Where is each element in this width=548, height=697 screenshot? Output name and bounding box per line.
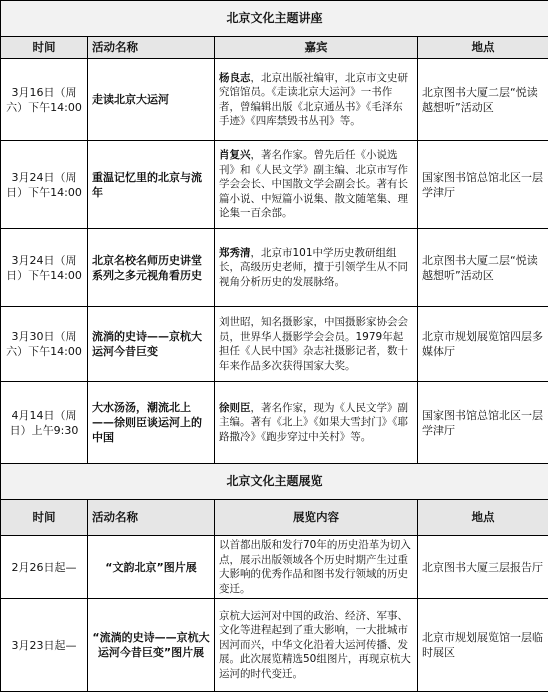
event-activity: 北京名校名师历史讲堂系列之多元视角看历史 xyxy=(88,229,215,307)
event-time: 4月14日（周日）上午9:30 xyxy=(1,382,88,464)
guest-description: ，著名作家，现为《人民文学》副主编。著有《北上》《如果大雪封门》《耶路撒冷》《跑步穿过中关村》等。 xyxy=(219,401,408,443)
event-place: 国家图书馆总馆北区一层学津厅 xyxy=(418,382,548,464)
exhibition-place: 北京市规划展览馆一层临时展区 xyxy=(418,599,548,692)
exhibitions-header-row xyxy=(1,500,548,536)
guest-description: ，北京出版社编审，北京市文史研究馆馆员。《走读北京大运河》一书作者，曾编辑出版《北京通丛书》《毛泽东手迹》《四库禁毁书丛刊》等。 xyxy=(219,71,408,127)
table-row xyxy=(1,382,548,464)
header-activity: 活动名称 xyxy=(88,500,215,536)
guest-name: 徐则臣 xyxy=(219,401,251,414)
table-row xyxy=(1,599,548,692)
event-guest xyxy=(215,307,418,382)
event-guest xyxy=(215,382,418,464)
header-guest: 嘉宾 xyxy=(215,37,418,59)
event-time: 3月16日（周六）下午14:00 xyxy=(1,59,88,141)
table-row xyxy=(1,141,548,229)
exhibition-content: 以首都出版和发行70年的历史沿革为切入点，展示出版领域各个历史时期产生过重大影响的优秀作品和图书发行领域的历史变迁。 xyxy=(215,536,418,599)
event-activity: 重温记忆里的北京与流年 xyxy=(88,141,215,229)
header-time: 时间 xyxy=(1,37,88,59)
guest-name: 肖复兴 xyxy=(219,149,251,162)
exhibition-content: 京杭大运河对中国的政治、经济、军事、文化等进程起到了重大影响，一大批城市因河而兴，中华文化沿着大运河传播、发展。此次展览精选50组图片，再现京杭大运河的时代变迁。 xyxy=(215,599,418,692)
event-activity: 流淌的史诗——京杭大运河今昔巨变 xyxy=(88,307,215,382)
event-place: 北京图书大厦二层“悦读越想听”活动区 xyxy=(418,229,548,307)
table-row xyxy=(1,307,548,382)
event-guest xyxy=(215,59,418,141)
guest-name: 杨良志 xyxy=(219,71,251,84)
exhibition-activity: “文韵北京”图片展 xyxy=(88,536,215,599)
table-row xyxy=(1,229,548,307)
exhibitions-section-title: 北京文化主题展览 xyxy=(1,464,548,500)
lectures-header-row xyxy=(1,37,548,59)
exhibition-place: 北京图书大厦三层报告厅 xyxy=(418,536,548,599)
lectures-section-row xyxy=(1,1,548,37)
guest-description: ，北京市101中学历史教研组组长，高级历史老师，擅于引领学生从不同视角分析历史的发展脉络。 xyxy=(219,246,408,288)
guest-name: 郑秀清 xyxy=(219,246,251,259)
table-row xyxy=(1,536,548,599)
header-time: 时间 xyxy=(1,500,88,536)
exhibition-time: 2月26日起— xyxy=(1,536,88,599)
event-activity: 走读北京大运河 xyxy=(88,59,215,141)
guest-description: ，著名作家。曾先后任《小说选刊》和《人民文学》副主编、北京市写作学会会长、中国散文学会副会长。著有长篇小说、中短篇小说集、散文随笔集、理论集一百余部。 xyxy=(219,149,408,220)
event-place: 北京市规划展览馆四层多媒体厅 xyxy=(418,307,548,382)
exhibitions-section-row xyxy=(1,464,548,500)
event-time: 3月30日（周六）下午14:00 xyxy=(1,307,88,382)
event-guest xyxy=(215,141,418,229)
event-place: 北京图书大厦二层“悦读越想听”活动区 xyxy=(418,59,548,141)
guest-description: 刘世昭，知名摄影家，中国摄影家协会会员，世界华人摄影学会会员。1979年起担任《人民中国》杂志社摄影记者，数十年来作品多次获得国家大奖。 xyxy=(219,316,408,372)
lectures-section-title: 北京文化主题讲座 xyxy=(1,1,548,37)
event-guest xyxy=(215,229,418,307)
header-activity: 活动名称 xyxy=(88,37,215,59)
event-activity: 大水汤汤，潮流北上——徐则臣谈运河上的中国 xyxy=(88,382,215,464)
table-row xyxy=(1,59,548,141)
exhibition-time: 3月23日起— xyxy=(1,599,88,692)
exhibition-activity: “流淌的史诗——京杭大运河今昔巨变”图片展 xyxy=(88,599,215,692)
event-place: 国家图书馆总馆北区一层学津厅 xyxy=(418,141,548,229)
event-time: 3月24日（周日）下午14:00 xyxy=(1,141,88,229)
event-time: 3月24日（周日）下午14:00 xyxy=(1,229,88,307)
header-place: 地点 xyxy=(418,37,548,59)
header-content: 展览内容 xyxy=(215,500,418,536)
header-place: 地点 xyxy=(418,500,548,536)
